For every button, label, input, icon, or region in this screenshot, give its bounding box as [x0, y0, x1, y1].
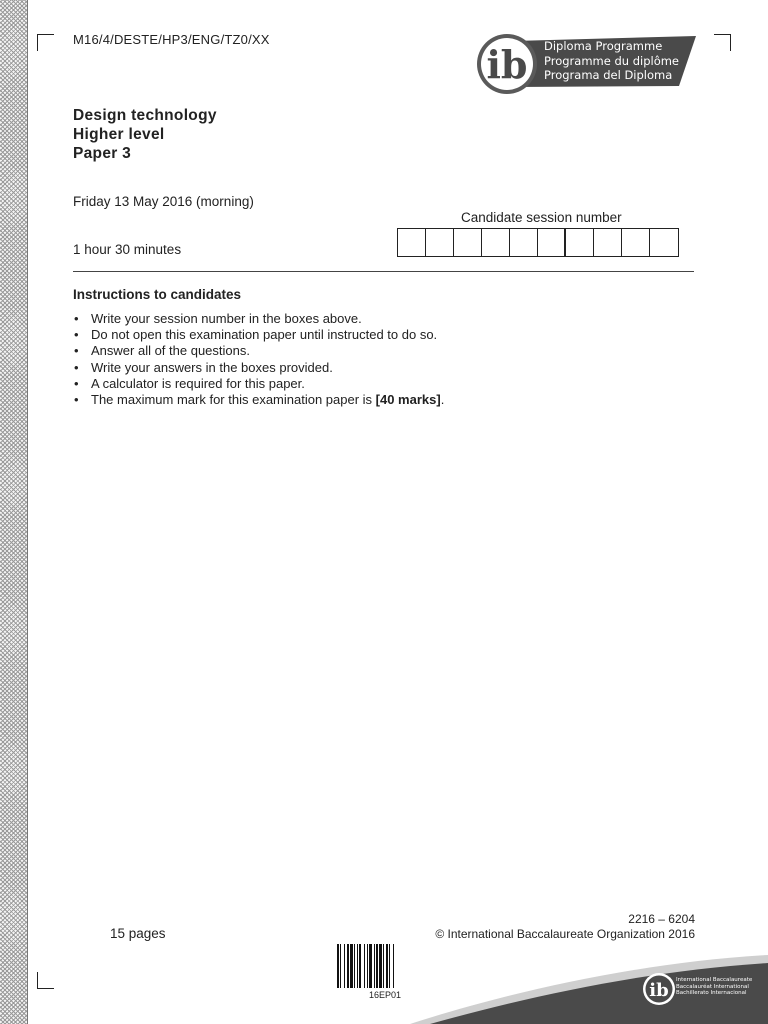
instruction-item-max-marks	[73, 392, 444, 408]
max-marks-suffix: .	[440, 392, 445, 408]
barcode-bar	[367, 944, 368, 988]
session-number-box[interactable]	[482, 229, 510, 256]
barcode-bar	[379, 944, 382, 988]
copyright-notice: © International Baccalaureate Organization 2016	[435, 927, 695, 941]
barcode-bar	[344, 944, 345, 988]
paper-reference: 2216 – 6204	[628, 912, 695, 926]
org-line-en: International Baccalaureate	[676, 977, 753, 983]
instructions-list	[73, 311, 444, 408]
barcode-bar	[376, 944, 378, 988]
level-title: Higher level	[73, 126, 165, 143]
ib-small-logo-letters: ib	[649, 980, 669, 1001]
session-number-box[interactable]	[426, 229, 454, 256]
session-number-box[interactable]	[622, 229, 650, 256]
paper-code: M16/4/DESTE/HP3/ENG/TZ0/XX	[73, 32, 270, 47]
barcode-bar	[350, 944, 353, 988]
barcode-bar	[347, 944, 349, 988]
barcode-bar	[364, 944, 365, 988]
barcode-bar	[357, 944, 358, 988]
barcode-bar	[393, 944, 394, 988]
paper-title: Paper 3	[73, 145, 132, 162]
barcode-bar	[337, 944, 339, 988]
barcode-bar	[369, 944, 372, 988]
logo-line-es: Programa del Diploma	[544, 68, 673, 82]
exam-title	[73, 106, 217, 163]
session-number-box[interactable]	[510, 229, 538, 256]
session-number-box[interactable]	[594, 229, 622, 256]
ib-organization-text	[676, 977, 752, 997]
binding-strip	[0, 0, 28, 1024]
instructions-heading: Instructions to candidates	[73, 287, 242, 302]
barcode-bar	[383, 944, 384, 988]
instruction-item: • Write your session number in the boxes above.	[73, 311, 444, 327]
max-marks-value: [40 marks]	[375, 392, 441, 408]
org-line-es: Bachillerato Internacional	[676, 990, 747, 996]
instruction-item: • A calculator is required for this paper.	[73, 376, 444, 392]
exam-duration: 1 hour 30 minutes	[73, 242, 182, 257]
crop-mark-top-left	[37, 34, 54, 51]
divider-line	[73, 271, 694, 272]
session-number-box[interactable]	[566, 229, 594, 256]
instruction-item: • Answer all of the questions.	[73, 343, 444, 359]
candidate-session-boxes[interactable]	[397, 228, 679, 257]
instruction-item: • Do not open this examination paper until instructed to do so.	[73, 327, 444, 343]
session-number-box[interactable]	[454, 229, 482, 256]
org-line-fr: Baccalauréat International	[676, 983, 749, 990]
barcode-bar	[354, 944, 355, 988]
barcode-label: 16EP01	[368, 990, 402, 1000]
exam-date: Friday 13 May 2016 (morning)	[73, 194, 254, 209]
candidate-session-label: Candidate session number	[461, 210, 622, 225]
barcode-bar	[374, 944, 375, 988]
logo-line-fr: Programme du diplôme	[544, 53, 680, 68]
barcode-bar	[386, 944, 388, 988]
barcode-bar	[389, 944, 390, 988]
session-number-box[interactable]	[538, 229, 566, 256]
session-number-box[interactable]	[398, 229, 426, 256]
page-count: 15 pages	[110, 926, 166, 941]
crop-mark-top-right	[714, 34, 731, 51]
barcode-bar	[340, 944, 341, 988]
crop-mark-bottom-left	[37, 972, 54, 989]
logo-line-en: Diploma Programme	[544, 39, 663, 53]
ib-logo-text	[544, 39, 679, 83]
barcode-bar	[359, 944, 361, 988]
max-marks-prefix: The maximum mark for this examination paper is	[91, 392, 376, 408]
session-number-box[interactable]	[650, 229, 678, 256]
ib-logo-letters: ib	[486, 42, 528, 87]
instruction-item: • Write your answers in the boxes provided.	[73, 360, 444, 376]
subject-title: Design technology	[73, 107, 217, 124]
